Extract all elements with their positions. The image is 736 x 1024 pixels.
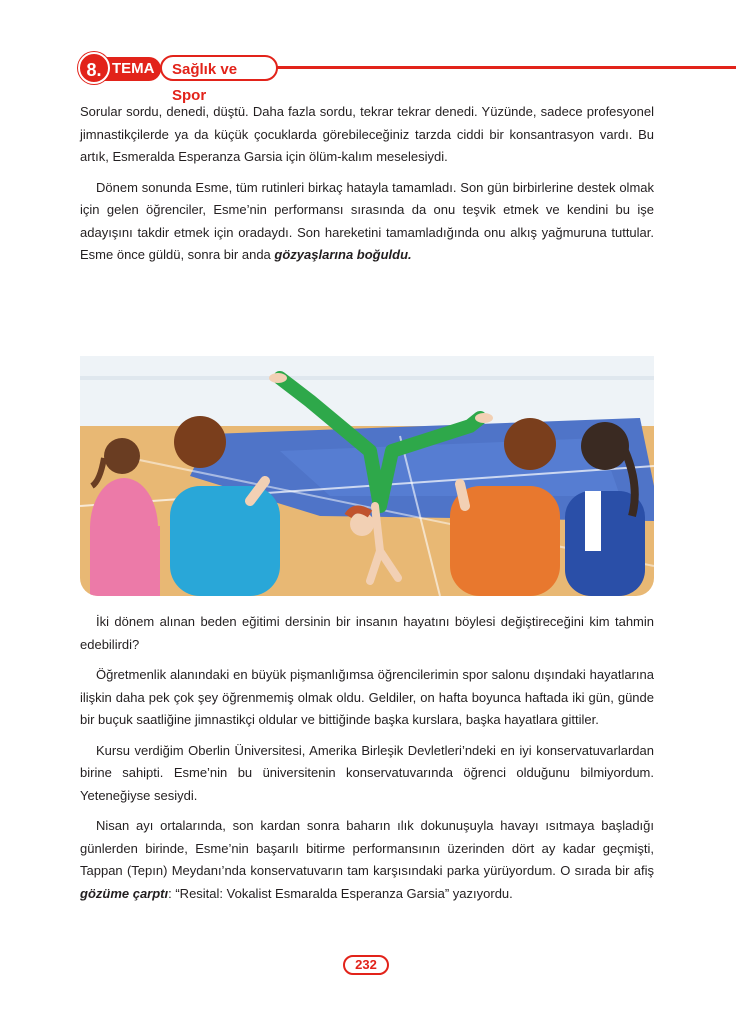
page-number: 232: [343, 955, 389, 975]
paragraph-text: Nisan ayı ortalarında, son kardan sonra baharın ılık dokunuşuyla havayı ısıtmaya başladığı günlerden birinde, Esme’nin başarılı bitirme performansının üzerinden dört ay kadar geçmişti, Tappan (Tepın) Meydanı’nda konservatuvarın tam karşısındaki parka yürüyordum. O sırada bir afiş: [80, 818, 654, 878]
header-rule: [274, 66, 736, 69]
paragraph: [80, 177, 654, 267]
paragraph: Kursu verdiğim Oberlin Üniversitesi, Amerika Birleşik Devletleri’ndeki en iyi konservatuvarlardan birine sahipti. Esme’nin bu üniversitenin konservatuvarında öğrenci olduğunu bilmiyordum. Yeteneğiyse sesiydi.: [80, 742, 654, 803]
emphasis-text: gözüme çarptı: [80, 885, 169, 901]
theme-label: TEMA: [102, 57, 161, 81]
gym-scene: [80, 356, 654, 596]
paragraph: İki dönem alınan beden eğitimi dersinin bir insanın hayatını böylesi değiştireceğini kim tahmin edebilirdi?: [80, 614, 654, 652]
paragraph: Öğretmenlik alanındaki en büyük pişmanlığımsa öğrencilerimin spor salonu dışındaki hayatlarına ilişkin daha pek çok şey öğrenmemiş olmak oldu. Geldiler, on hafta boyunca haftada iki gün, günde bir buçuk saatliğine jimnastikçi oldular ve bittiğinde başka kurslara, başka hayatlara gittiler.: [80, 667, 654, 727]
paragraph: [80, 815, 654, 905]
emphasis-text: gözyaşlarına boğuldu.: [274, 247, 412, 262]
bottom-text: [80, 611, 654, 913]
paragraph-text: Dönem sonunda Esme, tüm rutinleri birkaç hatayla tamamladı. Son gün birbirlerine destek olmak için gelen öğrenciler, Esme’nin performansı sırasında da onu teşvik etmek ve kendini bu işe adayışını takdir etmek için oradaydı. Son hareketini tamamladığında onu alkış yağmuruna tuttular. Esme önce güldü, sonra bir anda: [80, 179, 654, 262]
paragraph-tail: : “Resital: Vokalist Esmaralda Esperanza Garsia” yazıyordu.: [168, 885, 513, 901]
top-text: [80, 101, 654, 275]
gymnastics-illustration: [80, 356, 654, 596]
paragraph: Sorular sordu, denedi, düştü. Daha fazla sordu, tekrar tekrar denedi. Yüzünde, sadece profesyonel jimnastikçilerde ya da küçük çocuklarda görebileceğiniz tarzda ciddi bir konsantrasyon vardı. Bu artık, Esmeralda Esperanza Garsia için ölüm-kalım meselesiydi.: [80, 104, 654, 164]
theme-title: Sağlık ve Spor: [160, 55, 278, 81]
chapter-header: [78, 50, 736, 104]
theme-number: 8.: [78, 52, 110, 84]
